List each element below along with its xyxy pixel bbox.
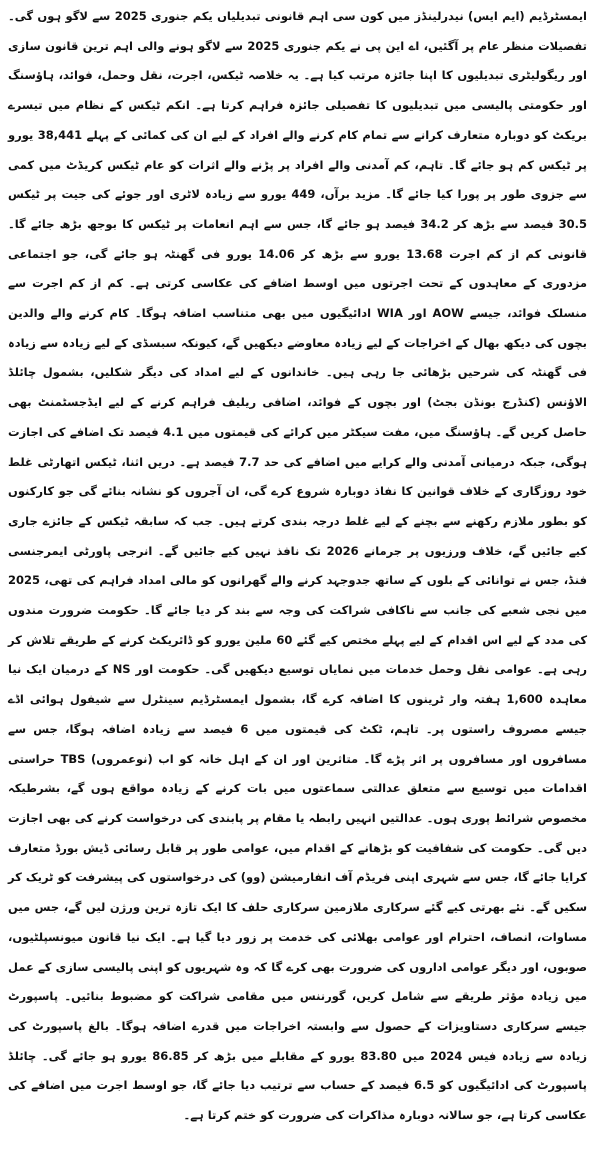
article-body-text: ایمسٹرڈیم (ایم ایس) نیدرلینڈز میں کون سی اہم قانونی تبدیلیاں یکم جنوری 2025 سے لاگو ہوں گی۔ تفصیلات منظر عام پر آگئیں، اے این پی نے یکم جنوری 2025 سے لاگو ہونے والی اہم ترین قانون سازی اور ریگولیٹری تبدیلیوں کا اپنا جائزہ مرتب کیا ہے۔ یہ خلاصہ ٹیکس، اجرت، نقل وحمل، فوائد، ہاؤسنگ اور حکومتی پالیسی میں تبدیلیوں کا تفصیلی جائزہ فراہم کرتا ہے۔ انکم ٹیکس کے نظام میں تیسرے بریکٹ کو دوبارہ متعارف کرانے سے تمام کام کرنے والے افراد کے لیے ان کی کمائی کے پہلے 38,441 یورو پر ٹیکس کم ہو جائے گا۔ تاہم، کم آمدنی والے افراد پر پڑنے والے اثرات کو عام ٹیکس کریڈٹ میں کمی سے جزوی طور پر پورا کیا جائے گا۔ مزید برآں، 449 یورو سے زیادہ لاٹری اور جوئے کی جیت پر ٹیکس 30.5 فیصد سے بڑھ کر 34.2 فیصد ہو جائے گا، جس سے اہم انعامات پر ٹیکس کا بوجھ بڑھ جائے گا۔ قانونی کم از کم اجرت 13.68 یورو سے بڑھ کر 14.06 یورو فی گھنٹہ ہو جائے گی، جو اجتماعی مزدوری کے معاہدوں کے تحت اجرتوں میں اوسط اضافے کی عکاسی کرتی ہے۔ کم از کم اجرت سے منسلک فوائد، جیسے AOW اور WIA ادائیگیوں میں بھی متناسب اضافہ ہوگا۔ کام کرنے والے والدین بچوں کی دیکھ بھال کے اخراجات کے لیے زیادہ معاوضے دیکھیں گے، کیونکہ سبسڈی کے لیے زیادہ سے زیادہ فی گھنٹہ کی شرحیں بڑھائی جا رہی ہیں۔ خاندانوں کے لیے امداد کی دیگر شکلیں، بشمول چائلڈ الاؤنس (کنڈرج بونڈن بجٹ) اور بچوں کے فوائد، اضافی ریلیف فراہم کرنے کے لیے ایڈجسٹمنٹ بھی حاصل کریں گے۔ ہاؤسنگ میں، مفت سیکٹر میں کرائے کی قیمتوں میں 4.1 فیصد تک اضافے کی اجازت ہوگی، جبکہ درمیانی آمدنی والے کرایے میں اضافے کی حد 7.7 فیصد ہے۔ دریں اثنا، ٹیکس اتھارٹی غلط خود روزگاری کے خلاف قوانین کا نفاذ دوبارہ شروع کرے گی، ان آجروں کو نشانہ بنائے گی جو کارکنوں کو بطور ملازم رکھنے سے بچنے کے لیے غلط درجہ بندی کرتے ہیں۔ جب کہ سابقہ ٹیکس کے جائزے جاری کیے جائیں گے، خلاف ورزیوں پر جرمانے 2026 تک نافذ نہیں کیے جائیں گے۔ انرجی پاورٹی ایمرجنسی فنڈ، جس نے توانائی کے بلوں کے ساتھ جدوجہد کرنے والے گھرانوں کو مالی امداد فراہم کی تھی، 2025 میں نجی شعبے کی جانب سے ناکافی شراکت کی وجہ سے بند کر دیا جائے گا۔ حکومت ضرورت مندوں کی مدد کے لیے اس اقدام کے لیے پہلے مختص کیے گئے 60 ملین یورو کو ڈائریکٹ کرنے کے طریقے تلاش کر رہی ہے۔ عوامی نقل وحمل خدمات میں نمایاں توسیع دیکھیں گی۔ حکومت اور NS کے درمیان ایک نیا معاہدہ 1,600 ہفتہ وار ٹرینوں کا اضافہ کرے گا، بشمول ایمسٹرڈیم سینٹرل سے شیفول ہوائی اڈے جیسے مصروف راستوں پر۔ تاہم، ٹکٹ کی قیمتوں میں 6 فیصد سے زیادہ اضافہ ہوگا، جس سے مسافروں اور مسافروں پر اثر پڑے گا۔ متاثرین اور ان کے اہل خانہ کو اب (نوعمروں) TBS حراستی اقدامات میں توسیع سے متعلق عدالتی سماعتوں میں بات کرنے کے زیادہ مواقع ہوں گے، بشرطیکہ مخصوص شرائط پوری ہوں۔ عدالتیں انہیں رابطہ یا مقام پر پابندی کی درخواست کرنے کی بھی اجازت دیں گی۔ حکومت کی شفافیت کو بڑھانے کے اقدام میں، عوامی طور پر قابل رسائی ڈیش بورڈ متعارف کرایا جائے گا، جس سے شہری اپنی فریڈم آف انفارمیشن (وو) کی درخواستوں کی پیشرفت کو ٹریک کر سکیں گے۔ نئے بھرتی کیے گئے سرکاری ملازمین سرکاری حلف کا ایک تازہ ترین ورژن لیں گے، جس میں مساوات، انصاف، احترام اور عوامی بھلائی کی خدمت پر زور دیا گیا ہے۔ ایک نیا قانون میونسپلٹیوں، صوبوں، اور دیگر عوامی اداروں کی ضرورت بھی کرے گا کہ وہ شہریوں کو اپنی پالیسی سازی کے عمل میں زیادہ مؤثر طریقے سے شامل کریں، گورننس میں مقامی شراکت کو مضبوط بنائیں۔ پاسپورٹ جیسے سرکاری دستاویزات کے حصول سے وابستہ اخراجات میں قدرے اضافہ ہوگا۔ بالغ پاسپورٹ کی زیادہ سے زیادہ فیس 2024 میں 83.80 یورو کے مقابلے میں بڑھ کر 86.85 یورو ہو جائے گی۔ چائلڈ پاسپورٹ کی ادائیگیوں کو 6.5 فیصد کے حساب سے ترتیب دیا جائے گا، جو اوسط اجرت میں اضافے کی عکاسی کرتا ہے، جو سالانہ دوبارہ مذاکرات کی ضرورت کو ختم کرتا ہے۔	[8, 9, 588, 1123]
